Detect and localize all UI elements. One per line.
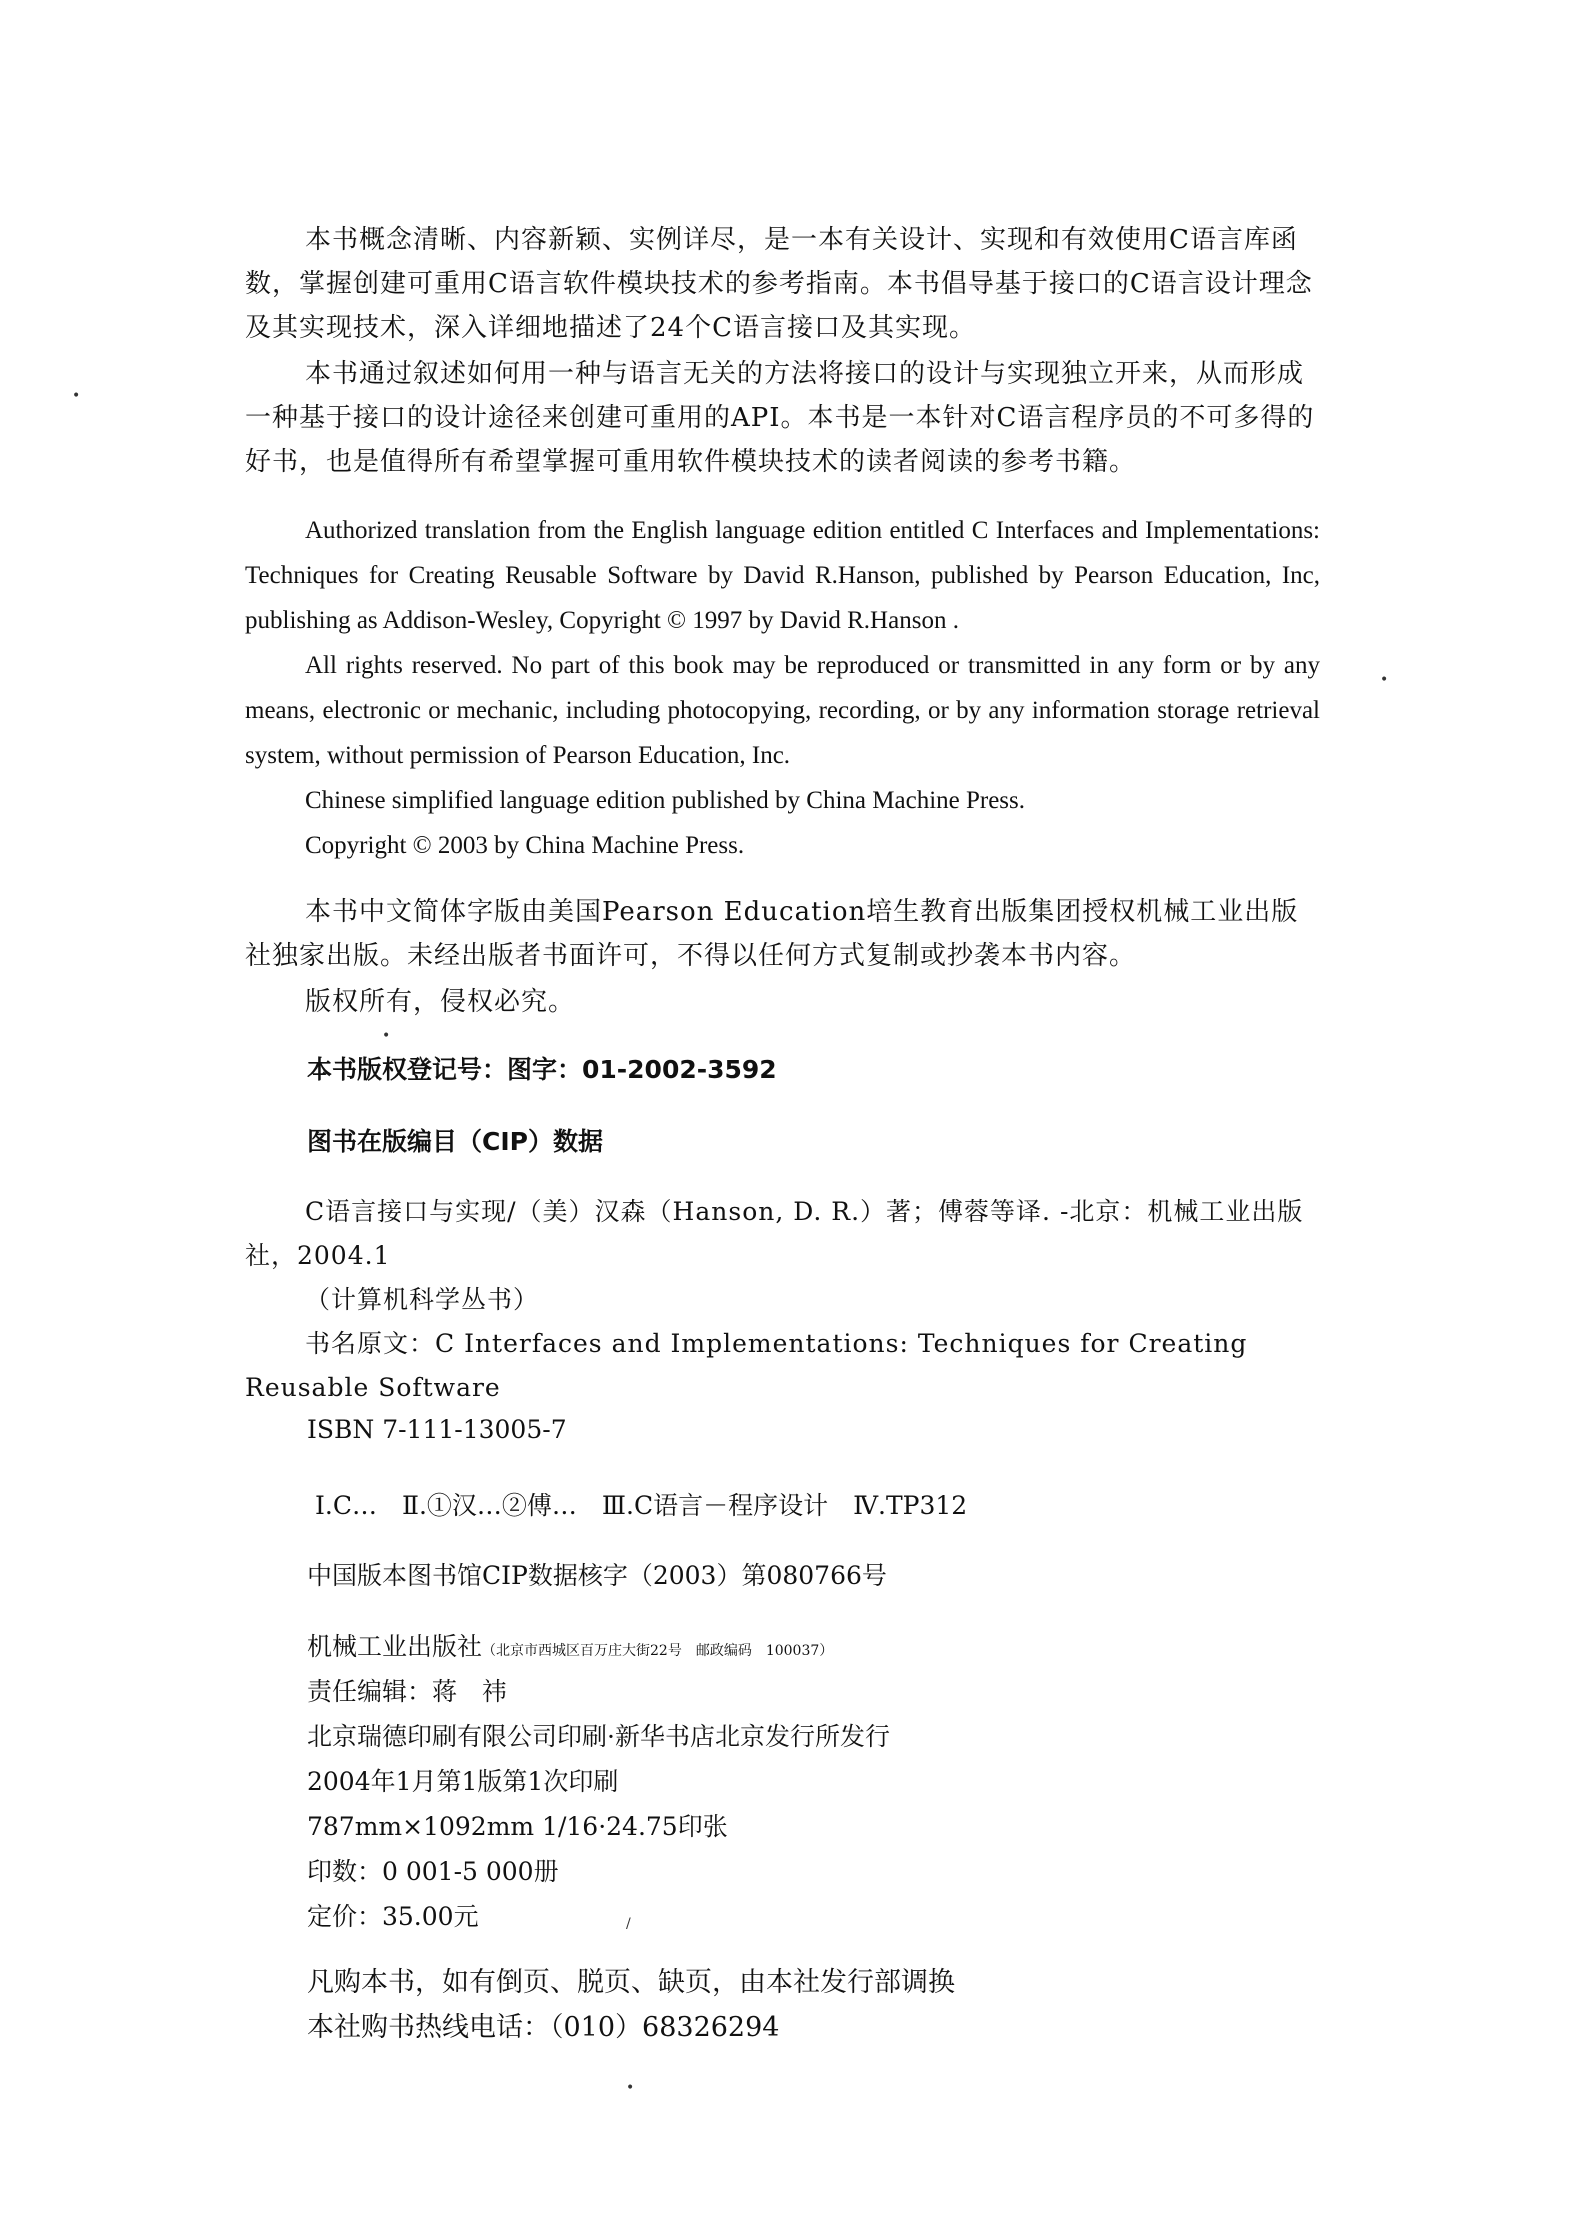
abstract-paragraph-1: 本书概念清晰、内容新颖、实例详尽，是一本有关设计、实现和有效使用C语言库函数，掌握创建可重用C语言软件模块技术的参考指南。本书倡导基于接口的C语言设计理念及其实现技术，深入详细地描述了24个C语言接口及其实现。	[245, 225, 1313, 343]
publisher-line	[307, 1627, 833, 1663]
cip-original-title-line: 书名原文：C Interfaces and Implementations: Techniques for Creating Reusable Software	[245, 1329, 1248, 1402]
scan-speck: /	[626, 1916, 631, 1932]
license-chinese-paragraph-2: 版权所有，侵权必究。	[305, 987, 576, 1017]
license-chinese-section	[245, 890, 1320, 1024]
scan-speck: •	[382, 1028, 391, 1044]
responsible-editor: 责任编辑：蒋 祎	[307, 1677, 508, 1706]
hotline-notice: 本社购书热线电话：（010）68326294	[307, 2012, 780, 2043]
cip-title-line: C语言接口与实现/（美）汉森（Hanson, D. R.）著；傅蓉等译. -北京：机械工业出版社，2004.1	[245, 1197, 1304, 1270]
cip-isbn: ISBN 7-111-13005-7	[307, 1415, 567, 1444]
license-english-paragraph-1: Authorized translation from the English language edition entitled C Interfaces and Implementations: Techniques for Creating Reusable Software by David R.Hanson, published by Pearson Education, Inc, publishing as Addison-Wesley, Copyright © 1997 by David R.Hanson .	[245, 517, 1320, 634]
price: 定价：35.00元	[307, 1902, 479, 1931]
edition-info: 2004年1月第1版第1次印刷	[307, 1767, 619, 1796]
publisher-address: （北京市西城区百万庄大街22号 邮政编码 100037）	[482, 1643, 834, 1659]
print-run: 印数：0 001-5 000册	[307, 1857, 559, 1886]
cip-section	[245, 1190, 1320, 1410]
license-english-paragraph-2: All rights reserved. No part of this book may be reproduced or transmitted in any form or by any means, electronic or mechanic, including photocopying, recording, or by any information storage retrieval system, without permission of Pearson Education, Inc.	[245, 652, 1320, 769]
replacement-notice: 凡购本书，如有倒页、脱页、缺页，由本社发行部调换	[307, 1967, 955, 1998]
scan-speck: •	[1380, 672, 1389, 688]
scan-speck: •	[626, 2080, 635, 2096]
format-info: 787mm×1092mm 1/16·24.75印张	[307, 1812, 728, 1841]
scan-speck: •	[72, 388, 81, 404]
printer-distributor: 北京瑞德印刷有限公司印刷·新华书店北京发行所发行	[307, 1722, 890, 1751]
license-english-section	[245, 508, 1320, 868]
cip-series-line: （计算机科学丛书）	[305, 1285, 540, 1314]
abstract-section	[245, 218, 1320, 484]
cip-core-number: 中国版本图书馆CIP数据核字（2003）第080766号	[307, 1561, 887, 1590]
registration-number: 本书版权登记号：图字：01-2002-3592	[307, 1055, 777, 1084]
abstract-paragraph-2: 本书通过叙述如何用一种与语言无关的方法将接口的设计与实现独立开来，从而形成一种基于接口的设计途径来创建可重用的API。本书是一本针对C语言程序员的不可多得的好书，也是值得所有希望掌握可重用软件模块技术的读者阅读的参考书籍。	[245, 359, 1315, 477]
publisher-name: 机械工业出版社	[307, 1632, 483, 1661]
license-english-paragraph-4: Copyright © 2003 by China Machine Press.	[305, 832, 745, 859]
license-chinese-paragraph-1: 本书中文简体字版由美国Pearson Education培生教育出版集团授权机械工业出版社独家出版。未经出版者书面许可，不得以任何方式复制或抄袭本书内容。	[245, 897, 1299, 971]
cip-heading: 图书在版编目（CIP）数据	[307, 1127, 603, 1156]
license-english-paragraph-3: Chinese simplified language edition published by China Machine Press.	[305, 787, 1026, 814]
cip-classification: Ⅰ.C… Ⅱ.①汉…②傅… Ⅲ.C语言－程序设计 Ⅳ.TP312	[315, 1491, 968, 1520]
